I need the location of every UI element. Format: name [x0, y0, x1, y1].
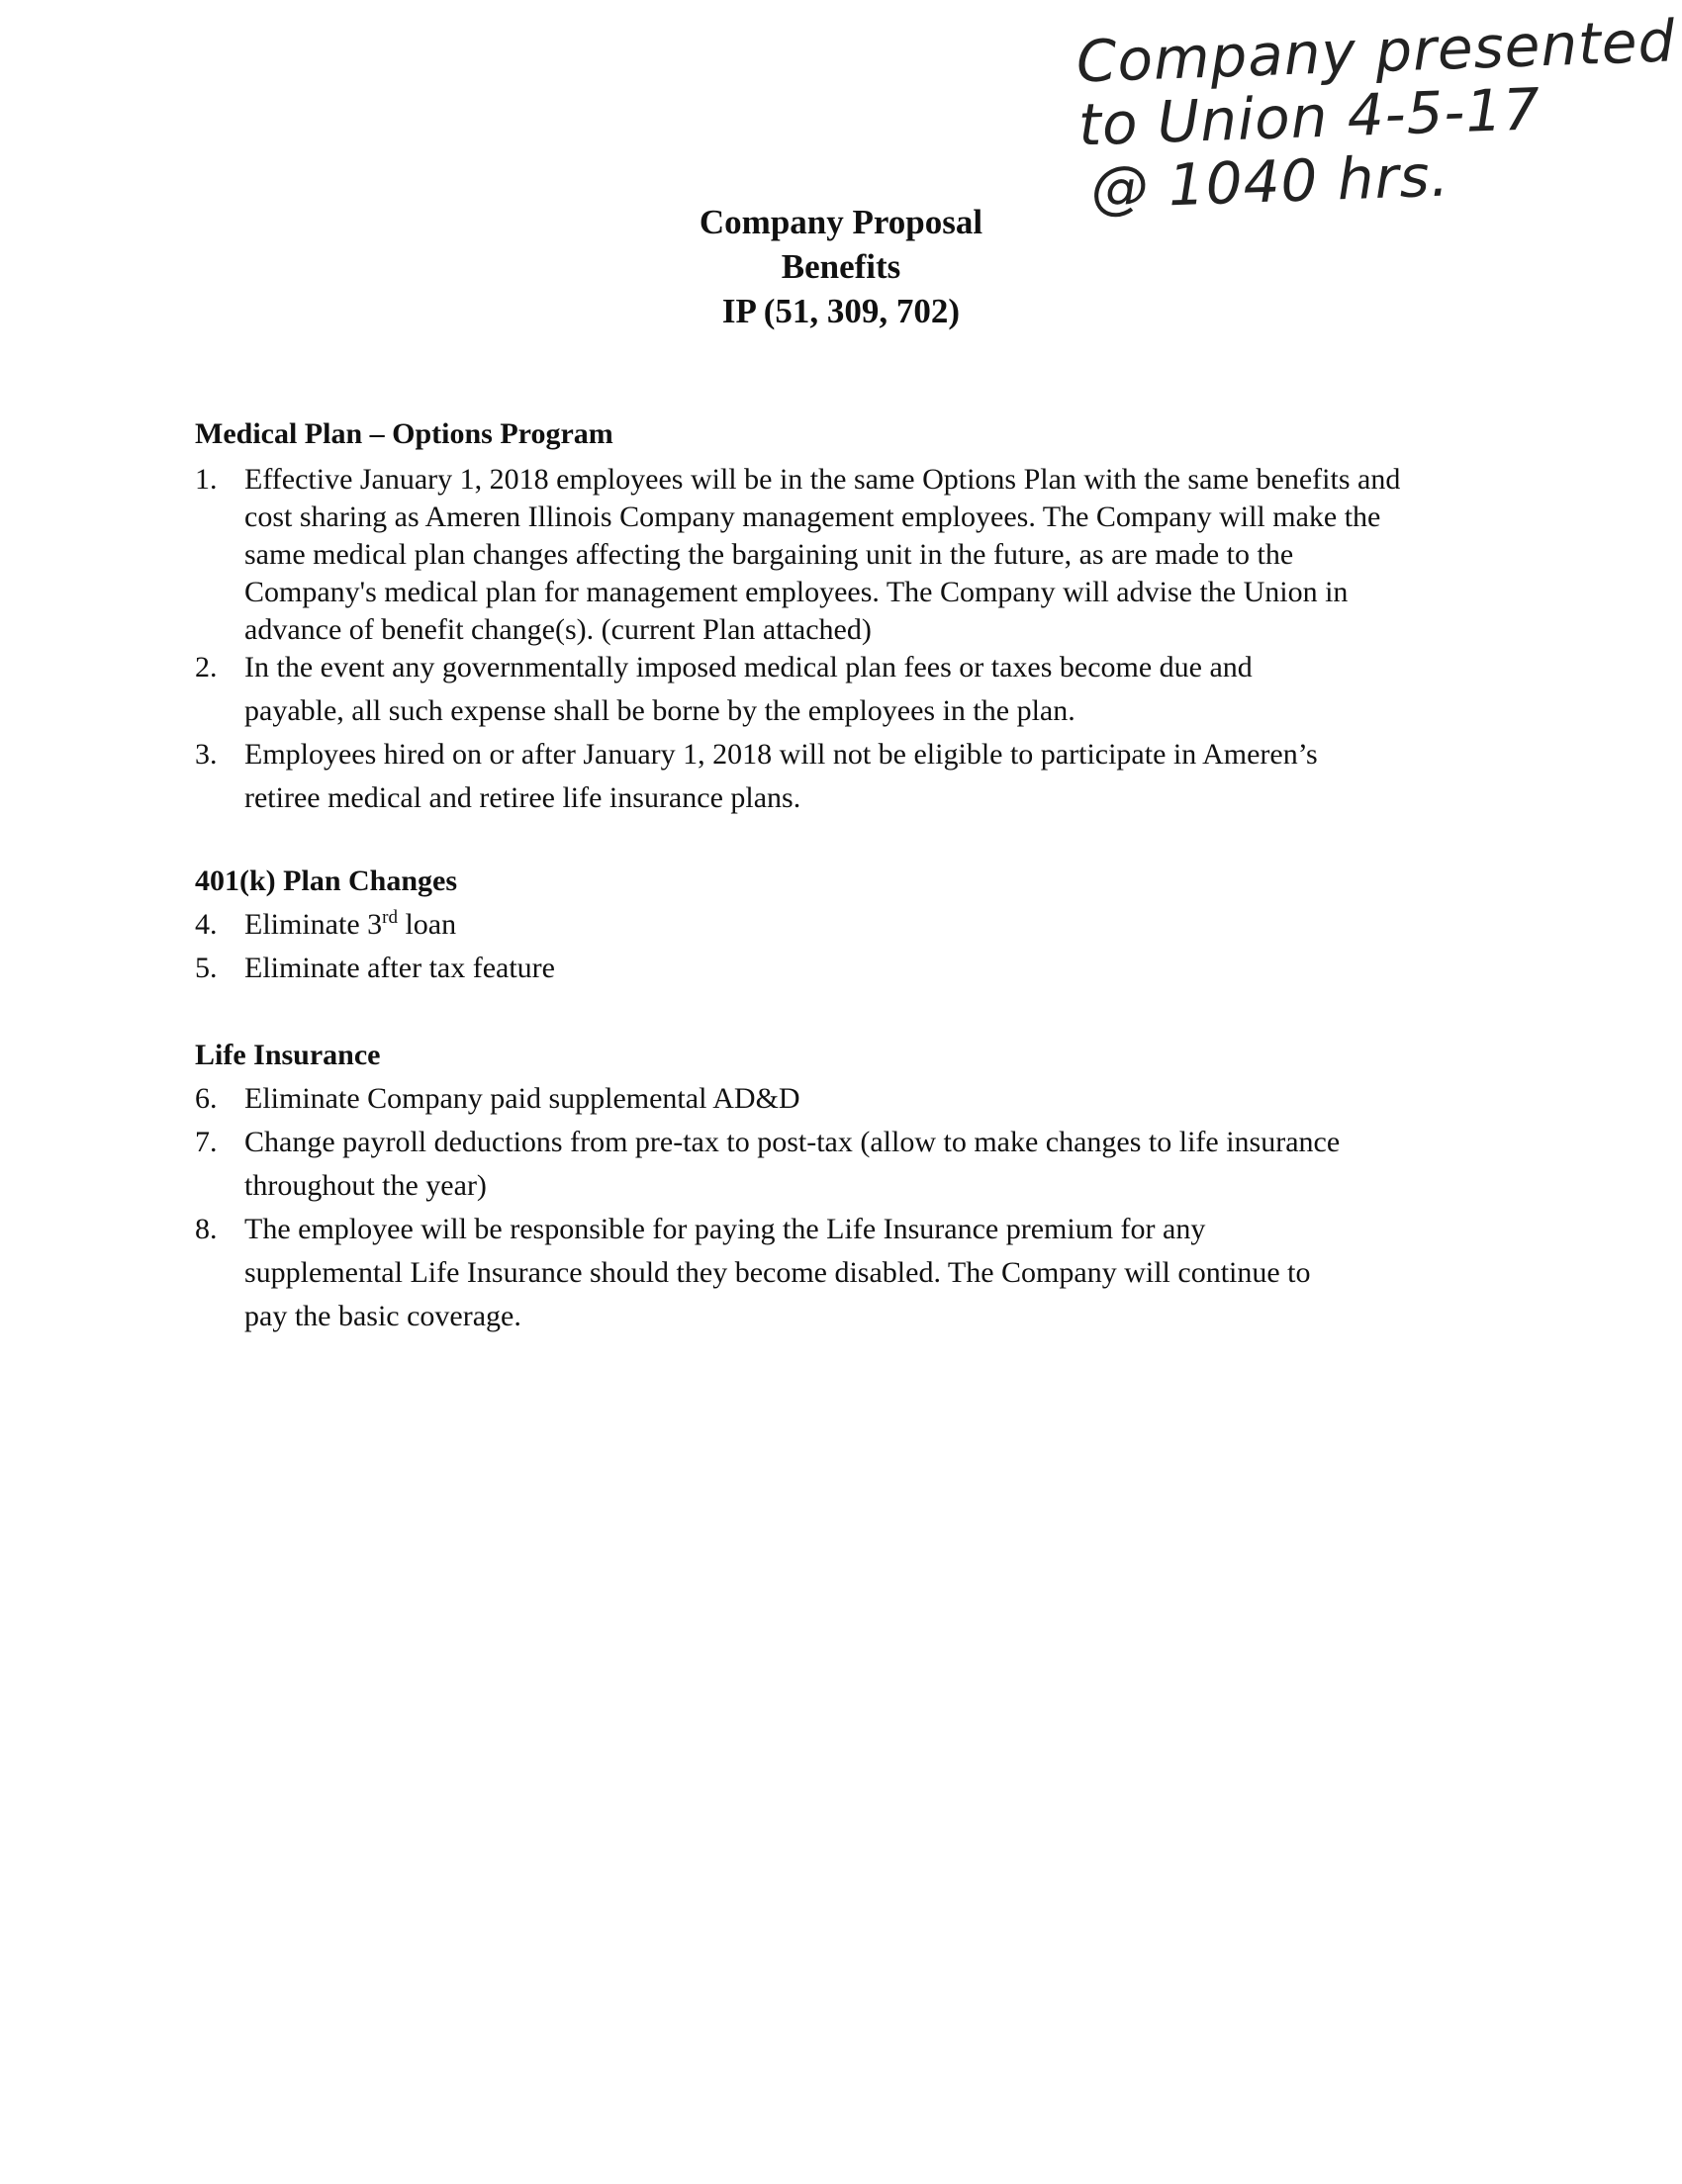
handwritten-note-line: Company presented — [1075, 7, 1677, 96]
item-line: The employee will be responsible for paying the Life Insurance premium for any — [244, 1213, 1206, 1245]
item-line: Eliminate Company paid supplemental AD&D — [244, 1082, 800, 1115]
item-line: cost sharing as Ameren Illinois Company management employees. The Company will make the — [244, 500, 1381, 533]
item-line: pay the basic coverage. — [244, 1300, 521, 1332]
section-heading-medical: Medical Plan – Options Program — [195, 417, 613, 450]
document-title — [0, 200, 1682, 333]
item-line: Effective January 1, 2018 employees will be in the same Options Plan with the same benefits and — [244, 463, 1401, 496]
item-text-suffix: loan — [397, 908, 457, 941]
item-line: payable, all such expense shall be borne by the employees in the plan. — [244, 694, 1075, 727]
item-text — [244, 461, 1560, 649]
item-text — [244, 906, 1560, 944]
list-item — [195, 649, 1560, 736]
item-number: 8. — [195, 1213, 218, 1245]
item-text — [244, 1211, 1560, 1341]
title-line: Company Proposal — [699, 203, 983, 241]
item-number: 3. — [195, 738, 218, 771]
item-text — [244, 1080, 1560, 1118]
handwritten-note-line: to Union 4-5-17 — [1076, 75, 1542, 159]
item-line: throughout the year) — [244, 1169, 487, 1202]
section-heading-life: Life Insurance — [195, 1039, 381, 1071]
item-text-prefix: Eliminate 3 — [244, 908, 383, 941]
title-subline: Benefits — [781, 247, 901, 286]
item-line: In the event any governmentally imposed medical plan fees or taxes become due and — [244, 651, 1253, 683]
item-line: same medical plan changes affecting the bargaining unit in the future, as are made to the — [244, 538, 1294, 571]
item-number: 5. — [195, 952, 218, 984]
list-item — [195, 1211, 1560, 1341]
handwritten-note — [1075, 7, 1677, 223]
item-number: 4. — [195, 908, 218, 941]
item-line: Employees hired on or after January 1, 2018 will not be eligible to participate in Ameren’s — [244, 738, 1318, 771]
list-item — [195, 461, 1560, 649]
item-text — [244, 1124, 1560, 1211]
item-text — [244, 736, 1560, 823]
list-item — [195, 906, 1560, 944]
handwritten-note-line: @ 1040 hrs. — [1089, 141, 1451, 223]
item-text — [244, 649, 1560, 736]
item-number: 2. — [195, 651, 218, 683]
list-item — [195, 1080, 1560, 1118]
list-item — [195, 1124, 1560, 1211]
ordinal-superscript: rd — [382, 907, 398, 928]
item-line: Change payroll deductions from pre-tax to post-tax (allow to make changes to life insurance — [244, 1126, 1341, 1158]
item-line: Company's medical plan for management employees. The Company will advise the Union in — [244, 576, 1349, 608]
title-codes: IP (51, 309, 702) — [721, 292, 961, 330]
item-number: 1. — [195, 463, 218, 496]
item-number: 7. — [195, 1126, 218, 1158]
list-item — [195, 736, 1560, 823]
item-line: retiree medical and retiree life insurance plans. — [244, 781, 801, 814]
item-line: supplemental Life Insurance should they become disabled. The Company will continue to — [244, 1256, 1311, 1289]
list-item — [195, 950, 1560, 987]
item-text: Eliminate after tax feature — [244, 952, 555, 984]
item-number: 6. — [195, 1082, 218, 1115]
section-heading-401k: 401(k) Plan Changes — [195, 864, 458, 897]
item-line: advance of benefit change(s). (current Plan attached) — [244, 613, 872, 646]
